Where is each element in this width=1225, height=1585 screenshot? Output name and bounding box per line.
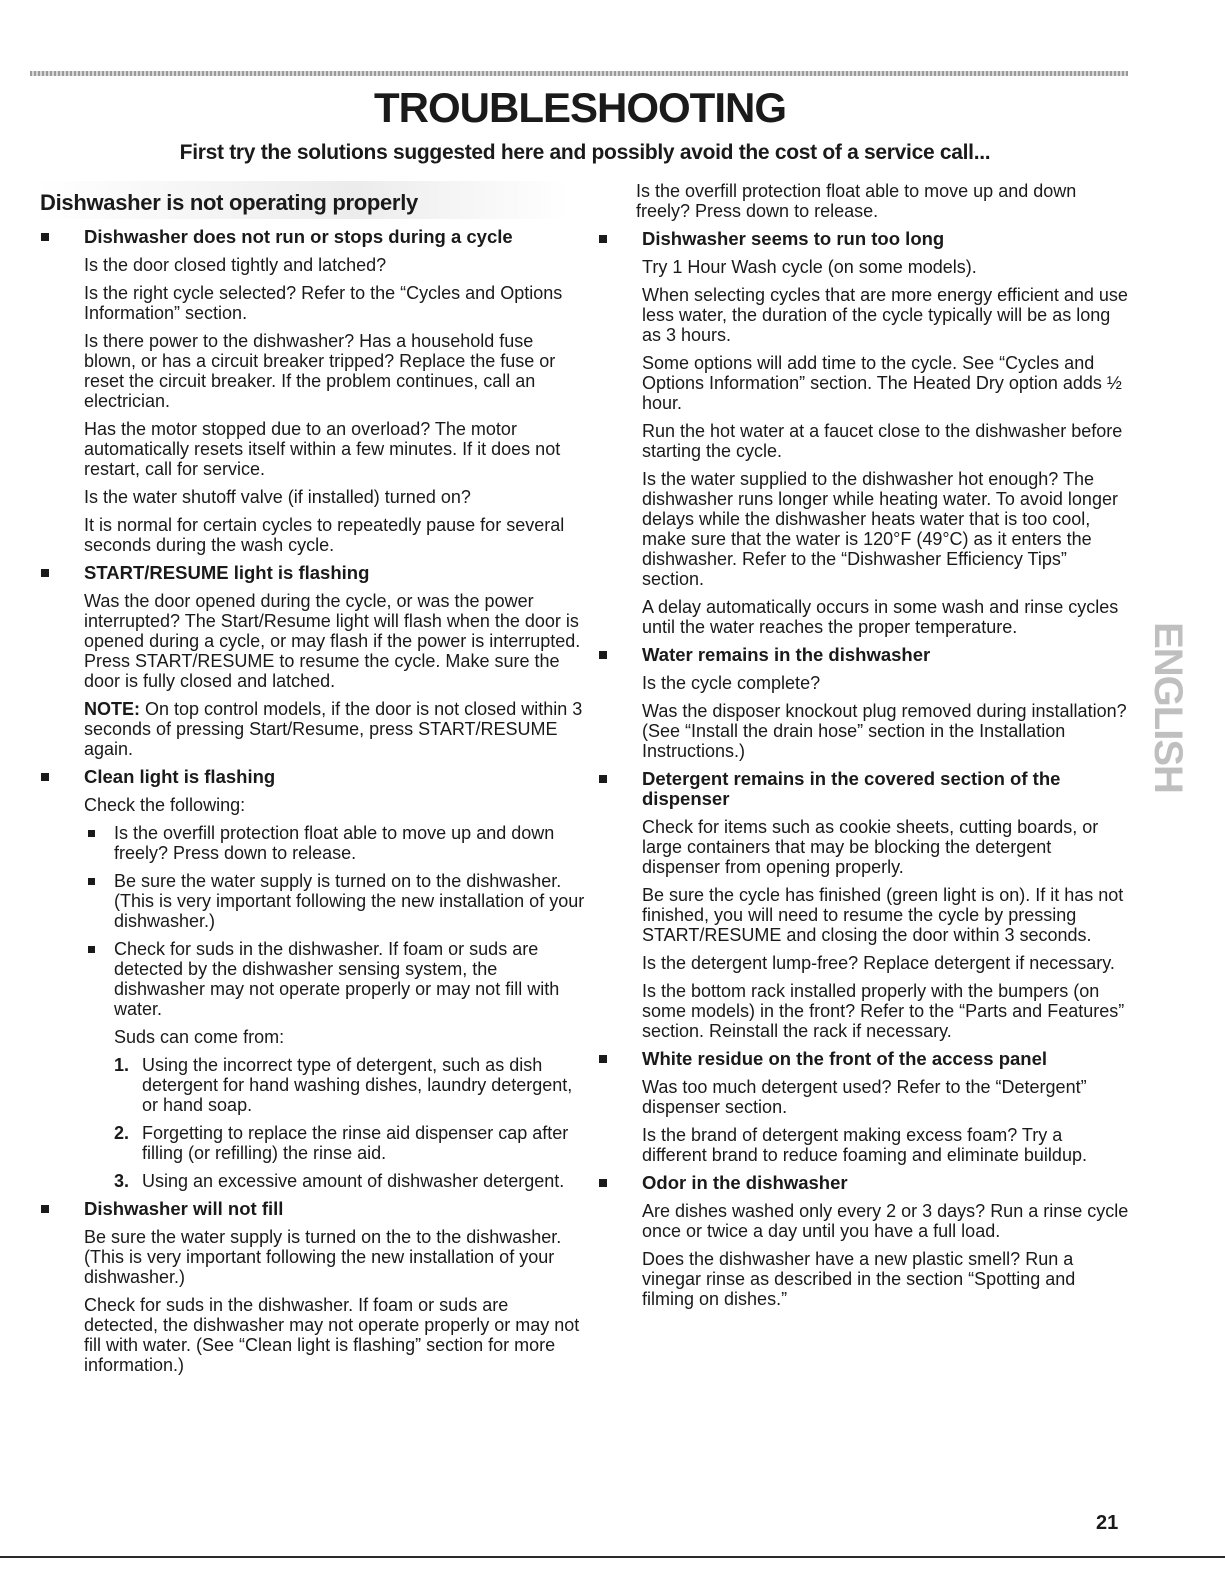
solution-text: Be sure the water supply is turned on the to the dishwasher. (This is very important following the new installation of your dishwasher.) (84, 1227, 562, 1287)
problem-heading: START/RESUME light is flashing (84, 562, 370, 583)
solution-text: Is the cycle complete? (642, 673, 821, 693)
language-tab (1145, 568, 1190, 846)
solution-text: Some options will add time to the cycle. See “Cycles and Options Information” section. The Heated Dry option adds ½ hour. (642, 353, 1122, 413)
problem-heading: Dishwasher will not fill (84, 1198, 284, 1219)
problem-start-resume (36, 563, 586, 759)
problem-heading: Odor in the dishwasher (642, 1172, 848, 1193)
numbered-text: Forgetting to replace the rinse aid dispenser cap after filling (or refilling) the rinse aid. (142, 1123, 569, 1163)
solution-text: Check for suds in the dishwasher. If foam or suds are detected, the dishwasher may not operate properly or may not fill with water. (See “Clean light is flashing” section for more information.) (84, 1295, 580, 1375)
suds-intro: Suds can come from: (114, 1027, 285, 1047)
solution-text: Is there power to the dishwasher? Has a household fuse blown, or has a circuit breaker tripped? Replace the fuse or reset the circuit breaker. If the problem continues, call an electrician. (84, 331, 556, 411)
left-column (36, 181, 586, 1383)
solution-text: Is the water supplied to the dishwasher hot enough? The dishwasher runs longer while heating water. To avoid longer delays while the dishwasher heats water that is too cool, make sure that the water is 120°F (49°C) as it enters the dishwasher. Refer to the “Dishwasher Efficiency Tips” section. (642, 469, 1118, 589)
problem-water-remains (594, 645, 1129, 761)
problem-white-residue (594, 1049, 1129, 1165)
problem-heading: Dishwasher seems to run too long (642, 228, 945, 249)
item-number: 1. (114, 1055, 130, 1075)
solution-text: Was the door opened during the cycle, or was the power interrupted? The Start/Resume light will flash when the door is opened during a cycle, or may flash if the power is interrupted. Press START/RESUME to resume the cycle. Make sure the door is fully closed and latched. (84, 591, 581, 691)
solution-text: Is the overfill protection float able to move up and down freely? Press down to release. (636, 181, 1077, 221)
solution-text: Is the bottom rack installed properly with the bumpers (on some models) in the front? Refer to the “Parts and Features” section. Reinstall the rack if necessary. (642, 981, 1125, 1041)
problem-heading: Dishwasher does not run or stops during a cycle (84, 226, 513, 247)
problem-heading: White residue on the front of the access panel (642, 1048, 1048, 1069)
problem-detergent-remains (594, 769, 1129, 1041)
header-rule (30, 71, 1128, 76)
problem-not-fill (36, 1199, 586, 1375)
solution-text: Is the brand of detergent making excess foam? Try a different brand to reduce foaming and eliminate buildup. (642, 1125, 1087, 1165)
solution-text: Is the detergent lump-free? Replace detergent if necessary. (642, 953, 1115, 973)
page-title: TROUBLESHOOTING (374, 84, 786, 131)
footer-rule (0, 1556, 1225, 1558)
item-number: 2. (114, 1123, 130, 1143)
section-heading: Dishwasher is not operating properly (36, 181, 568, 219)
problem-clean-light (36, 767, 586, 1191)
solution-text: A delay automatically occurs in some wash and rinse cycles until the water reaches the proper temperature. (642, 597, 1119, 637)
note-label: NOTE: (84, 699, 140, 719)
solution-text: Is the water shutoff valve (if installed) turned on? (84, 487, 471, 507)
note-text: On top control models, if the door is not closed within 3 seconds of pressing Start/Resume, press START/RESUME again. (84, 699, 583, 759)
problem-too-long (594, 229, 1129, 637)
solution-text: Check for items such as cookie sheets, cutting boards, or large containers that may be blocking the detergent dispenser from opening properly. (642, 817, 1099, 877)
check-item: Be sure the water supply is turned on to the dishwasher. (This is very important following the new installation of your dishwasher.) (84, 871, 586, 931)
solution-text: Be sure the cycle has finished (green light is on). If it has not finished, you will need to resume the cycle by pressing START/RESUME and closing the door within 3 seconds. (642, 885, 1124, 945)
solution-text: Is the right cycle selected? Refer to the “Cycles and Options Information” section. (84, 283, 563, 323)
solution-text: Run the hot water at a faucet close to the dishwasher before starting the cycle. (642, 421, 1123, 461)
page-subtitle: First try the solutions suggested here and possibly avoid the cost of a service call... (179, 141, 991, 164)
numbered-item (84, 1171, 586, 1191)
solution-text: Try 1 Hour Wash cycle (on some models). (642, 257, 977, 277)
language-tab-label: ENGLISH (1145, 621, 1190, 793)
solution-text: Check the following: (84, 795, 246, 815)
numbered-text: Using the incorrect type of detergent, such as dish detergent for hand washing dishes, laundry detergent, or hand soap. (142, 1055, 573, 1115)
solution-text: Was too much detergent used? Refer to the “Detergent” dispenser section. (642, 1077, 1087, 1117)
solution-text: Is the door closed tightly and latched? (84, 255, 387, 275)
solution-text: Was the disposer knockout plug removed during installation? (See “Install the drain hose” section in the Installation Instructions.) (642, 701, 1127, 761)
solution-text: Does the dishwasher have a new plastic smell? Run a vinegar rinse as described in the section “Spotting and filming on dishes.” (642, 1249, 1076, 1309)
problem-heading: Detergent remains in the covered section of the dispenser (642, 768, 1061, 809)
page-number: 21 (1096, 1512, 1119, 1534)
solution-text: Has the motor stopped due to an overload? The motor automatically resets itself within a few minutes. If it does not restart, call for service. (84, 419, 561, 479)
numbered-item (84, 1055, 586, 1115)
numbered-text: Using an excessive amount of dishwasher detergent. (142, 1171, 565, 1191)
problem-heading: Water remains in the dishwasher (642, 644, 931, 665)
problem-heading: Clean light is flashing (84, 766, 276, 787)
problem-not-run (36, 227, 586, 555)
item-number: 3. (114, 1171, 130, 1191)
right-column (594, 181, 1129, 1317)
solution-text: When selecting cycles that are more energy efficient and use less water, the duration of the cycle typically will be as long as 3 hours. (642, 285, 1128, 345)
numbered-item (84, 1123, 586, 1163)
solution-text: It is normal for certain cycles to repeatedly pause for several seconds during the wash cycle. (84, 515, 565, 555)
check-item: Is the overfill protection float able to move up and down freely? Press down to release. (84, 823, 586, 863)
note (84, 699, 586, 759)
problem-odor (594, 1173, 1129, 1309)
check-item: Check for suds in the dishwasher. If foam or suds are detected by the dishwasher sensing system, the dishwasher may not operate properly or may not fill with water. (84, 939, 586, 1019)
solution-text: Are dishes washed only every 2 or 3 days? Run a rinse cycle once or twice a day until you have a full load. (642, 1201, 1129, 1241)
